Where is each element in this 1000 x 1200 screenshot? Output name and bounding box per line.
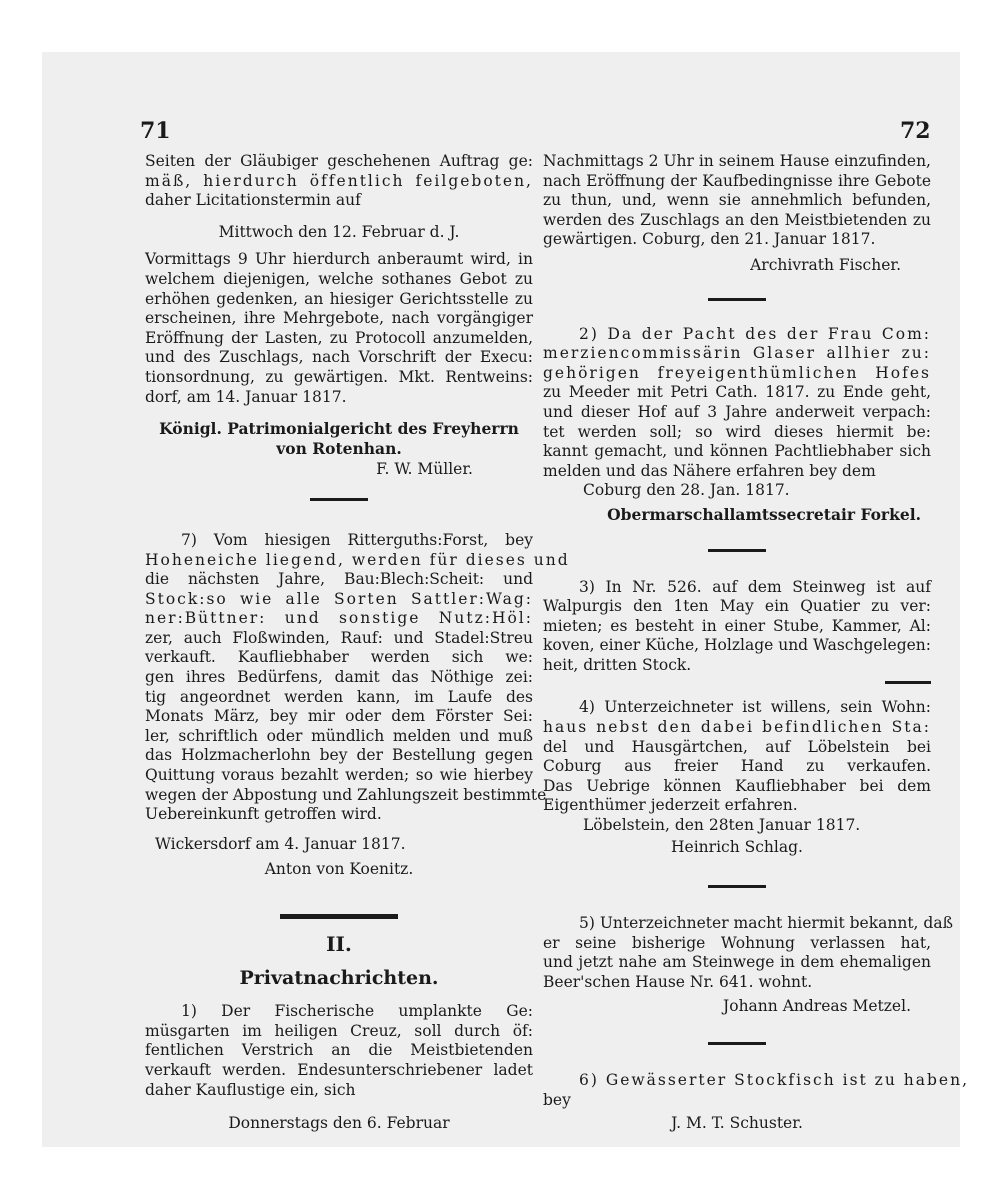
text-line: del und Hausgärtchen, auf Löbelstein bei	[543, 737, 931, 756]
text-line: melden und das Nähere erfahren bey dem	[543, 461, 876, 480]
text-line: 4) Unterzeichneter ist willens, sein Wohn:	[579, 698, 931, 717]
right-column	[543, 152, 969, 1134]
text-line: mäß, hierdurch öffentlich feilgeboten,	[145, 171, 533, 190]
text-line: 6) Gewässerter Stockfisch ist zu haben,	[579, 1071, 969, 1090]
text-line: Vormittags 9 Uhr hierdurch anberaumt wird, in	[145, 250, 533, 269]
text-line: Beer'schen Hause Nr. 641. wohnt.	[543, 973, 813, 991]
section-number: II.	[326, 932, 352, 956]
relocation-notice-paragraph	[543, 914, 953, 992]
text-line: werden des Zuschlags an den Meistbietenden zu	[543, 210, 931, 229]
text-line: Hoheneiche liegend, werden für dieses und	[145, 550, 570, 569]
text-line: das Holzmacherlohn bey der Bestellung gegen	[145, 746, 533, 765]
text-line: nach Eröffnung der Kaufbedingnisse ihre Gebote	[543, 171, 931, 190]
signature: F. W. Müller.	[376, 460, 473, 479]
text-line: bey	[543, 1090, 571, 1109]
text-line: 3) In Nr. 526. auf dem Steinweg ist auf	[579, 577, 931, 596]
text-line: merziencommissärin Glaser allhier zu:	[543, 344, 931, 363]
divider	[310, 498, 368, 501]
text-line: erscheinen, ihre Mehrgebote, nach vorgängiger	[145, 309, 533, 328]
text-line: dorf, am 14. Januar 1817.	[145, 387, 347, 406]
text-line: die nächsten Jahre, Bau:Blech:Scheit: und	[145, 570, 533, 589]
section-divider	[280, 914, 398, 919]
garden-sale-continuation	[543, 152, 931, 250]
court-name	[145, 419, 533, 458]
text-line: und jetzt nahe am Steinwege in dem ehemaligen	[543, 953, 931, 972]
text-line: und dieser Hof auf 3 Jahre anderweit verpach:	[543, 402, 931, 421]
text-line: und des Zuschlags, nach Vorschrift der Execu:	[145, 348, 533, 367]
notice-date: Löbelstein, den 28ten Januar 1817.	[583, 816, 861, 835]
section-title: Privatnachrichten.	[239, 966, 439, 989]
text-line: Eröffnung der Lasten, zu Protocoll anzumelden,	[145, 328, 533, 347]
apartment-notice-paragraph	[543, 578, 931, 676]
stockfish-notice-paragraph	[543, 1071, 969, 1110]
text-line: Walpurgis den 1ten May ein Quatier zu ver:	[543, 597, 931, 616]
auction-details-paragraph	[145, 250, 533, 407]
text-line: daher Licitationstermin auf	[145, 191, 361, 210]
left-paragraph-continuation	[145, 152, 533, 211]
text-line: 2) Da der Pacht des der Frau Com:	[579, 324, 931, 343]
text-line: welchem diejenigen, welche sothanes Gebot zu	[145, 269, 533, 288]
signature: Archivrath Fischer.	[750, 255, 901, 274]
text-line: fentlichen Verstrich an die Meistbietenden	[145, 1041, 533, 1060]
text-line: Monats März, bey mir oder dem Förster Sei:	[145, 707, 533, 726]
text-line: gehörigen freyeigenthümlichen Hofes	[543, 363, 931, 382]
text-line: Stock:so wie alle Sorten Sattler:Wag:	[145, 589, 533, 608]
text-line: von Rotenhan.	[276, 438, 402, 458]
text-line: zu thun, und, wenn sie annehmlich befunden,	[543, 191, 931, 210]
text-line: ler, schriftlich oder mündlich melden und muß	[145, 726, 533, 745]
text-line: zer, auch Floßwinden, Rauf: und Stadel:Streu	[145, 628, 533, 647]
text-line: mieten; es besteht in einer Stube, Kammer, Al:	[543, 616, 931, 635]
text-line: verkauft werden. Endesunterschriebener ladet	[145, 1060, 533, 1079]
text-line: 5) Unterzeichneter macht hiermit bekannt, daß	[579, 914, 953, 933]
text-line: daher Kauflustige ein, sich	[145, 1080, 356, 1099]
divider	[885, 681, 931, 684]
text-line: heit, dritten Stock.	[543, 655, 692, 674]
page-number-right: 72	[900, 118, 931, 144]
text-line: Uebereinkunft getroffen wird.	[145, 805, 382, 824]
text-line: kannt gemacht, und können Pachtliebhaber sich	[543, 442, 931, 461]
text-line: tionsordnung, zu gewärtigen. Mkt. Rentweins:	[145, 367, 533, 386]
garden-sale-paragraph	[145, 1002, 533, 1100]
text-line: 1) Der Fischerische umplankte Ge:	[181, 1002, 533, 1021]
page-number-left: 71	[140, 118, 171, 144]
left-column	[145, 152, 570, 1134]
text-line: Nachmittags 2 Uhr in seinem Hause einzufinden,	[543, 152, 931, 170]
divider	[708, 885, 766, 888]
sale-date: Donnerstags den 6. Februar	[228, 1114, 450, 1133]
text-line: wegen der Abpostung und Zahlungszeit bestimmte	[145, 785, 547, 804]
text-line: Königl. Patrimonialgericht des Freyherrn	[159, 419, 519, 439]
text-line: Quittung voraus bezahlt werden; so wie hierbey	[145, 766, 533, 785]
text-line: müsgarten im heiligen Creuz, soll durch öf:	[145, 1021, 533, 1040]
text-line: Das Uebrige können Kaufliebhaber bei dem	[543, 776, 931, 795]
text-line: koven, einer Küche, Holzlage und Waschgelegen:	[543, 636, 931, 655]
text-line: erhöhen gedenken, an hiesiger Gerichtsstelle zu	[145, 289, 533, 308]
divider	[708, 298, 766, 301]
signature: Obermarschallamtssecretair Forkel.	[607, 504, 921, 524]
divider	[708, 549, 766, 552]
signature: Anton von Koenitz.	[264, 860, 414, 879]
text-line: tet werden soll; so wird dieses hiermit be:	[543, 422, 931, 441]
signature: J. M. T. Schuster.	[671, 1114, 803, 1133]
notice-date: Wickersdorf am 4. Januar 1817.	[155, 834, 406, 853]
signature: Heinrich Schlag.	[671, 837, 803, 856]
text-line: gen ihres Bedürfens, damit das Nöthige zei:	[145, 668, 533, 687]
signature: Johann Andreas Metzel.	[723, 996, 911, 1015]
text-line: gewärtigen. Coburg, den 21. Januar 1817.	[543, 230, 876, 249]
text-line: Seiten der Gläubiger geschehenen Auftrag ge:	[145, 152, 533, 170]
house-sale-paragraph	[543, 698, 931, 816]
text-line: er seine bisherige Wohnung verlassen hat,	[543, 933, 931, 952]
text-line: verkauft. Kaufliebhaber werden sich we:	[145, 648, 533, 667]
lease-notice-paragraph	[543, 325, 931, 482]
notice-date: Coburg den 28. Jan. 1817.	[583, 481, 790, 500]
auction-date: Mittwoch den 12. Februar d. J.	[218, 222, 460, 241]
text-line: Eigenthümer jederzeit erfahren.	[543, 796, 798, 815]
divider	[708, 1042, 766, 1045]
forest-notice-paragraph	[145, 530, 570, 825]
text-line: ner:Büttner: und sonstige Nutz:Höl:	[145, 609, 533, 628]
text-line: tig angeordnet werden kann, im Laufe des	[145, 687, 533, 706]
text-line: Coburg aus freier Hand zu verkaufen.	[543, 757, 931, 776]
text-line: zu Meeder mit Petri Cath. 1817. zu Ende geht,	[543, 383, 931, 402]
text-line: haus nebst den dabei befindlichen Sta:	[543, 718, 931, 737]
text-line: 7) Vom hiesigen Ritterguths:Forst, bey	[181, 530, 533, 549]
